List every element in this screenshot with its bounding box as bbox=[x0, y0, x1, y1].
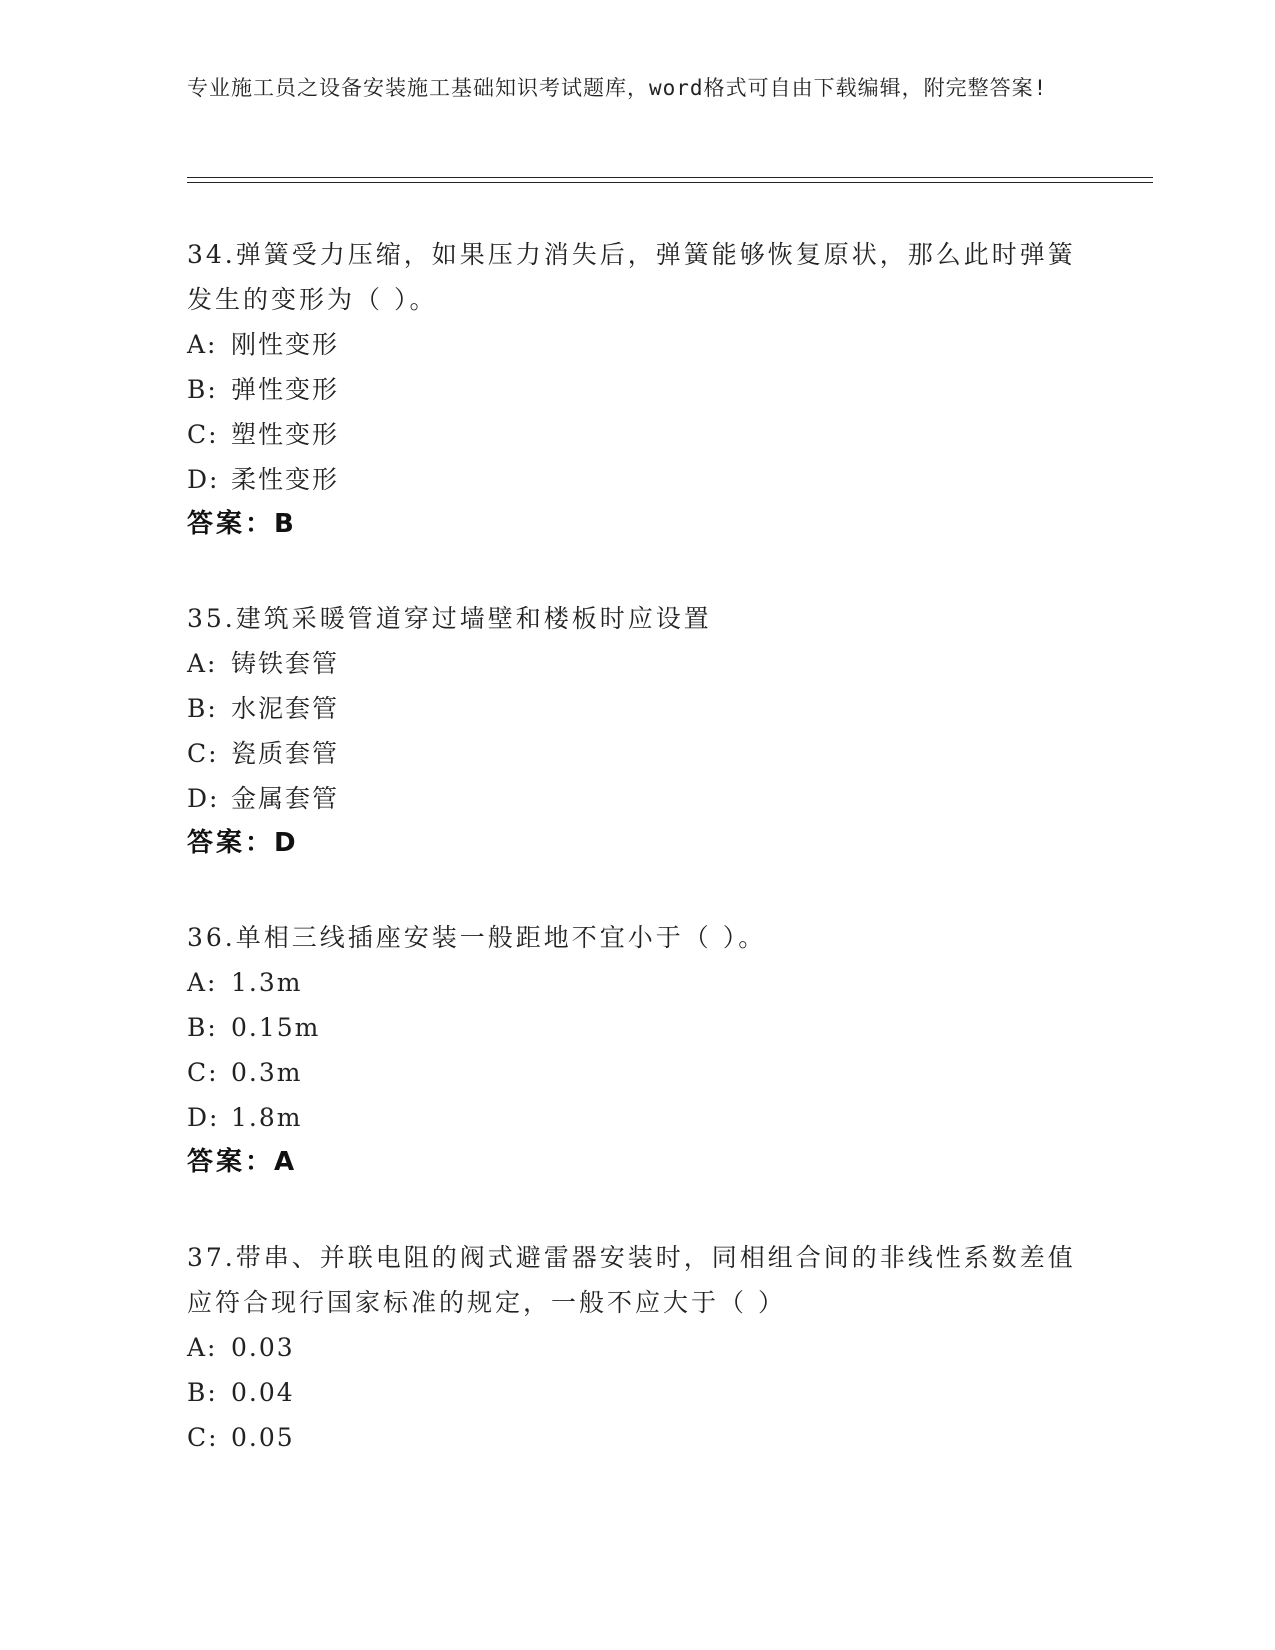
option-a bbox=[187, 960, 1087, 1005]
document-header: 专业施工员之设备安装施工基础知识考试题库，word格式可自由下载编辑，附完整答案! bbox=[187, 76, 1048, 100]
option-key: B: bbox=[187, 1378, 218, 1407]
option-text: 塑性变形 bbox=[231, 420, 340, 449]
option-a bbox=[187, 1325, 1087, 1370]
option-text: 1.3m bbox=[231, 968, 303, 997]
question-34 bbox=[187, 232, 1087, 547]
option-text: 刚性变形 bbox=[231, 330, 340, 359]
option-key: B: bbox=[187, 1013, 218, 1042]
option-text: 弹性变形 bbox=[231, 375, 340, 404]
option-a bbox=[187, 322, 1087, 367]
option-text: 瓷质套管 bbox=[231, 739, 340, 768]
option-text: 0.15m bbox=[231, 1013, 321, 1042]
option-text: 0.05 bbox=[231, 1423, 295, 1452]
question-36 bbox=[187, 915, 1087, 1185]
option-key: D: bbox=[187, 465, 220, 494]
option-key: D: bbox=[187, 784, 220, 813]
question-stem: 37.带串、并联电阻的阀式避雷器安装时，同相组合间的非线性系数差值应符合现行国家标准的规定，一般不应大于（ ） bbox=[187, 1243, 1076, 1317]
option-key: C: bbox=[187, 739, 219, 768]
option-text: 柔性变形 bbox=[231, 465, 340, 494]
option-text: 铸铁套管 bbox=[231, 649, 340, 678]
option-a bbox=[187, 641, 1087, 686]
option-key: B: bbox=[187, 694, 218, 723]
option-b bbox=[187, 1005, 1087, 1050]
answer-line: 答案：A bbox=[187, 1147, 298, 1177]
answer-line: 答案：D bbox=[187, 828, 299, 858]
option-key: C: bbox=[187, 1423, 219, 1452]
option-c bbox=[187, 412, 1087, 457]
option-key: A: bbox=[187, 968, 218, 997]
option-text: 0.3m bbox=[231, 1058, 303, 1087]
question-37 bbox=[187, 1235, 1087, 1460]
header-divider-top bbox=[187, 177, 1153, 178]
option-key: B: bbox=[187, 375, 218, 404]
option-key: A: bbox=[187, 649, 218, 678]
question-stem: 36.单相三线插座安装一般距地不宜小于（ ）。 bbox=[187, 923, 767, 952]
question-stem: 34.弹簧受力压缩，如果压力消失后，弹簧能够恢复原状，那么此时弹簧发生的变形为（ ）。 bbox=[187, 240, 1076, 314]
option-c bbox=[187, 731, 1087, 776]
option-d bbox=[187, 776, 1087, 821]
header-divider-bottom bbox=[187, 182, 1153, 183]
option-d bbox=[187, 1095, 1087, 1140]
option-b bbox=[187, 1370, 1087, 1415]
question-35 bbox=[187, 596, 1087, 866]
option-c bbox=[187, 1050, 1087, 1095]
option-key: A: bbox=[187, 330, 218, 359]
answer-line: 答案：B bbox=[187, 509, 297, 539]
option-d bbox=[187, 457, 1087, 502]
option-c bbox=[187, 1415, 1087, 1460]
option-text: 0.04 bbox=[231, 1378, 295, 1407]
question-stem: 35.建筑采暖管道穿过墙壁和楼板时应设置 bbox=[187, 604, 712, 633]
option-key: C: bbox=[187, 1058, 219, 1087]
option-b bbox=[187, 367, 1087, 412]
option-text: 1.8m bbox=[231, 1103, 303, 1132]
option-key: A: bbox=[187, 1333, 218, 1362]
option-b bbox=[187, 686, 1087, 731]
option-key: C: bbox=[187, 420, 219, 449]
option-text: 水泥套管 bbox=[231, 694, 340, 723]
option-key: D: bbox=[187, 1103, 220, 1132]
option-text: 0.03 bbox=[231, 1333, 295, 1362]
option-text: 金属套管 bbox=[231, 784, 340, 813]
